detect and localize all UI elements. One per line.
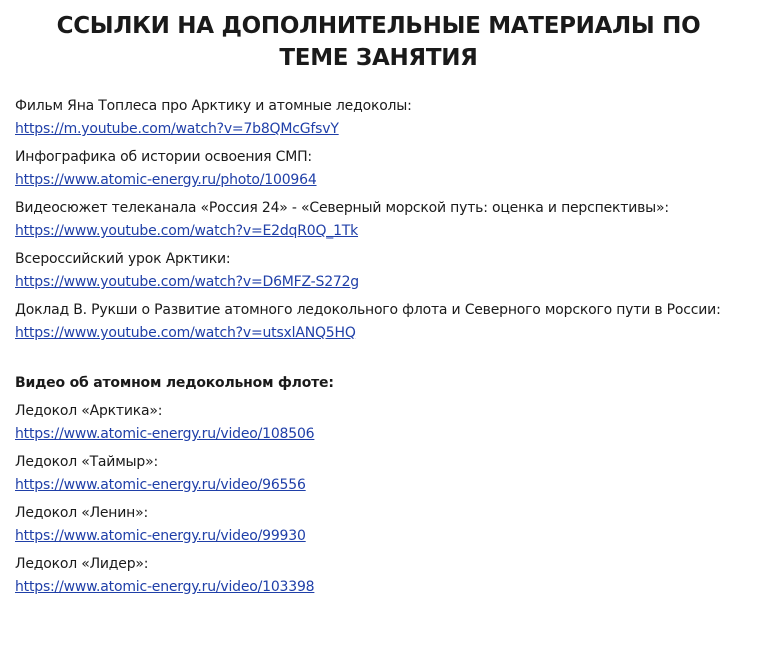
material-label: Видеосюжет телеканала «Россия 24» - «Северный морской путь: оценка и перспективы»: (15, 200, 669, 216)
material-label: Доклад В. Рукши о Развитие атомного ледокольного флота и Северного морского пути в России: (15, 302, 721, 318)
videos-section-heading: Видео об атомном ледокольном флоте: (15, 375, 334, 391)
video-entry-lider (15, 553, 750, 599)
video-label: Ледокол «Лидер»: (15, 556, 149, 572)
material-label: Инфографика об истории освоения СМП: (15, 149, 312, 165)
material-entry-film (15, 95, 750, 141)
material-link[interactable]: https://www.youtube.com/watch?v=E2dqR0Q_1Tk (15, 223, 359, 239)
material-entry-arctic-lesson (15, 248, 750, 294)
material-link[interactable]: https://www.atomic-energy.ru/photo/100964 (15, 172, 317, 188)
material-entry-tv-story (15, 197, 750, 243)
materials-list (15, 95, 750, 604)
video-link[interactable]: https://www.atomic-energy.ru/video/108506 (15, 426, 315, 442)
material-entry-infographic (15, 146, 750, 192)
video-label: Ледокол «Ленин»: (15, 505, 148, 521)
video-link[interactable]: https://www.atomic-energy.ru/video/103398 (15, 579, 315, 595)
material-entry-report (15, 299, 750, 345)
material-link[interactable]: https://www.youtube.com/watch?v=D6MFZ-S272g (15, 274, 359, 290)
video-entry-lenin (15, 502, 750, 548)
video-link[interactable]: https://www.atomic-energy.ru/video/96556 (15, 477, 306, 493)
material-link[interactable]: https://m.youtube.com/watch?v=7b8QMcGfsvY (15, 121, 339, 137)
page-title (0, 10, 757, 74)
material-link[interactable]: https://www.youtube.com/watch?v=utsxlANQ5HQ (15, 325, 356, 341)
page-title-line-1: ССЫЛКИ НА ДОПОЛНИТЕЛЬНЫЕ МАТЕРИАЛЫ ПО (56, 13, 701, 39)
page-title-line-2: ТЕМЕ ЗАНЯТИЯ (279, 45, 478, 71)
video-label: Ледокол «Арктика»: (15, 403, 163, 419)
video-entry-arktika (15, 400, 750, 446)
video-entry-taymyr (15, 451, 750, 497)
video-label: Ледокол «Таймыр»: (15, 454, 158, 470)
material-label: Фильм Яна Топлеса про Арктику и атомные ледоколы: (15, 98, 412, 114)
material-label: Всероссийский урок Арктики: (15, 251, 231, 267)
video-link[interactable]: https://www.atomic-energy.ru/video/99930 (15, 528, 306, 544)
